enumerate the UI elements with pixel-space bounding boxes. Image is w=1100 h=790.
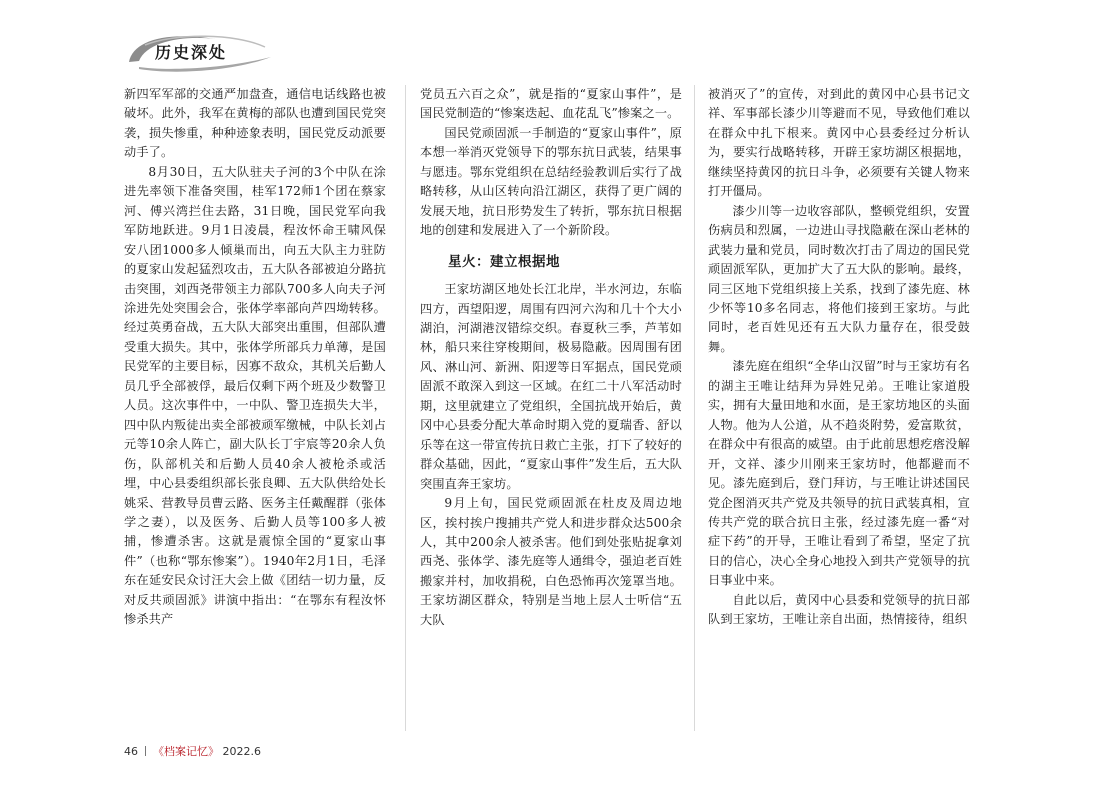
paragraph: 8月30日，五大队驻夫子河的3个中队在涂进先率领下准备突围，桂军172师1个团在蔡家河、傅兴湾拦住去路，31日晚，国民党军向我军防地跃进。9月1日凌晨，程汝怀命王啸风保安八团1000多人倾巢而出，向五大队主力驻防的夏家山发起猛烈攻击，五大队各部被迫分路抗击突围，刘西尧带领主力部队700多人向夫子河涂进先处突围会合，张体学率部向芦四坳转移。经过英勇奋战，五大队大部突出重围，但部队遭受重大损失。其中，张体学所部兵力单薄，是国民党军的主要目标，因寡不敌众，其机关后勤人员几乎全部被俘，最后仅剩下两个班及少数警卫人员。这次事件中，一中队、警卫连损失大半，四中队内叛徒出卖全部被顽军缴械，中队长刘占元等10余人阵亡，副大队长丁宇宸等20余人负伤，队部机关和后勤人员40余人被枪杀或活埋，中心县委组织部长张良卿、五大队供给处长姚采、营教导员曹云路、医务主任戴醒群（张体学之妻），以及医务、后勤人员等100多人被捕，惨遭杀害。这就是震惊全国的“夏家山事件”（也称“鄂东惨案”）。1940年2月1日，毛泽东在延安民众讨汪大会上做《团结一切力量，反对反共顽固派》讲演中指出：“在鄂东有程汝怀惨杀共产 [124, 164, 386, 627]
magazine-title: 《档案记忆》 [153, 745, 219, 758]
text-column-1 [124, 85, 386, 630]
section-header [125, 27, 1025, 77]
page-footer [124, 743, 261, 759]
text-column-3 [708, 85, 970, 630]
paragraph: 9月上旬，国民党顽固派在杜皮及周边地区，挨村挨户搜捕共产党人和进步群众达500余人，其中200余人被杀害。他们到处张贴捉拿刘西尧、张体学、漆先庭等人通缉令，强迫老百姓搬家并村，加收捐税，白色恐怖再次笼罩当地。王家坊湖区群众，特别是当地上层人士听信“五大队 [420, 496, 682, 627]
text-column-2 [420, 85, 682, 630]
paragraph: 新四军军部的交通严加盘查，通信电话线路也被破坏。此外，我军在黄梅的部队也遭到国民党突袭，损失惨重，种种迹象表明，国民党反动派要动手了。 [124, 87, 386, 160]
paragraph: 被消灭了”的宣传，对到此的黄冈中心县书记文祥、军事部长漆少川等避而不见，导致他们难以在群众中扎下根来。黄冈中心县委经过分析认为，要实行战略转移，开辟王家坊湖区根据地，继续坚持黄冈的抗日斗争，必须要有关键人物来打开僵局。 [708, 87, 970, 199]
paragraph: 自此以后，黄冈中心县委和党领导的抗日部队到王家坊，王唯让亲自出面，热情接待，组织 [708, 592, 970, 627]
paragraph: 国民党顽固派一手制造的“夏家山事件”，原本想一举消灭党领导下的鄂东抗日武装，结果事与愿违。鄂东党组织在总结经验教训后实行了战略转移，从山区转向沿江湖区，获得了更广阔的发展天地，抗日形势发生了转折，鄂东抗日根据地的创建和发展进入了一个新阶段。 [420, 125, 682, 238]
footer-divider [145, 746, 146, 756]
paragraph: 党员五六百之众”，就是指的“夏家山事件”，是国民党制造的“惨案迭起、血花乱飞”惨案之一。 [420, 87, 682, 121]
issue-number: 2022.6 [222, 745, 261, 758]
paragraph: 王家坊湖区地处长江北岸，半水河边，东临四方，西望阳逻，周围有四河六沟和几十个大小湖泊，河湖港汊错综交织。春夏秋三季，芦苇如林，船只来往穿梭期间，极易隐蔽。因周围有团风、淋山河、新洲、阳逻等日军据点，国民党顽固派不敢深入到这一区域。在红二十八军活动时期，这里就建立了党组织，全国抗战开始后，黄冈中心县委分配大革命时期入党的夏瑞香、舒以乐等在这一带宣传抗日救亡主张，打下了较好的群众基础，因此，“夏家山事件”发生后，五大队突围直奔王家坊。 [420, 282, 682, 491]
column-divider [694, 85, 695, 731]
section-subheading: 星火：建立根据地 [448, 253, 560, 270]
paragraph: 漆少川等一边收容部队，整顿党组织，安置伤病员和烈属，一边进山寻找隐蔽在深山老林的武装力量和党员，同时数次打击了周边的国民党顽固派军队，更加扩大了五大队的影响。最终，同三区地下党组织接上关系，找到了漆先庭、林少怀等10多名同志，将他们接到王家坊。与此同时，老百姓见还有五大队力量存在，很受鼓舞。 [708, 203, 970, 354]
page-number: 46 [124, 745, 138, 758]
paragraph: 漆先庭在组织“全华山汉留”时与王家坊有名的湖主王唯让结拜为异姓兄弟。王唯让家道殷实，拥有大量田地和水面，是王家坊地区的头面人物。他为人公道，从不趋炎附势，爱富欺贫，在群众中有很高的威望。由于此前思想疙瘩没解开，文祥、漆少川刚来王家坊时，他都避而不见。漆先庭到后，登门拜访，与王唯让讲述国民党企图消灭共产党及共领导的抗日武装真相，宣传共产党的联合抗日主张，经过漆先庭一番“对症下药”的开导，王唯让看到了希望，坚定了抗日的信心，决心全身心地投入到共产党领导的抗日事业中来。 [708, 359, 970, 588]
section-label: 历史深处 [155, 43, 228, 62]
column-divider [405, 85, 406, 731]
